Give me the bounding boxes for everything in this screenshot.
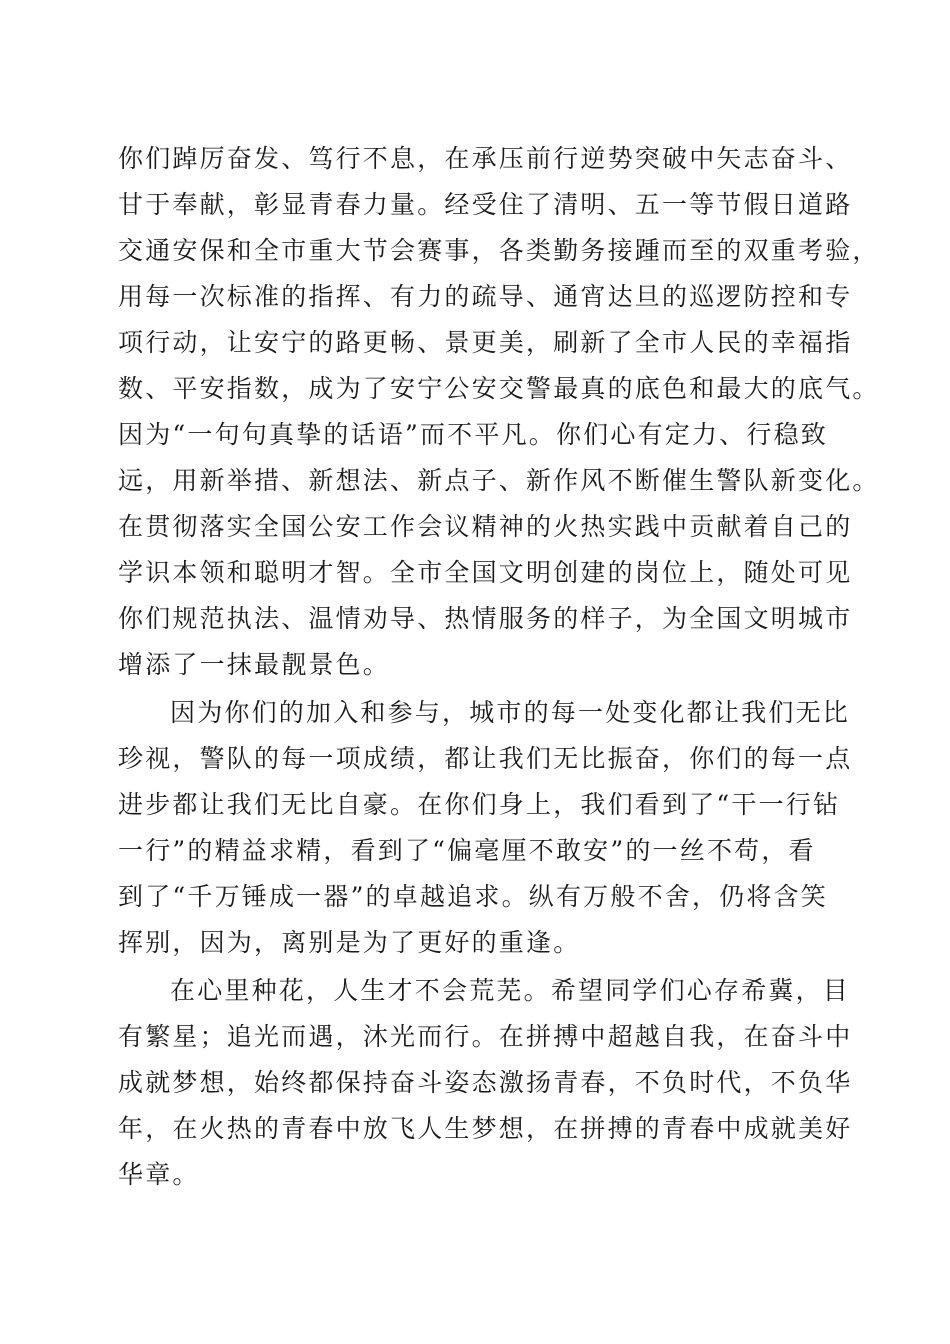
text-line: 因为“一句句真挚的话语”而不平凡。你们心有定力、行稳致 <box>118 420 828 449</box>
text-line: 一行”的精益求精，看到了“偏毫厘不敢安”的一丝不苟，看 <box>118 836 816 865</box>
text-line: 增添了一抹最靓景色。 <box>118 650 391 679</box>
text-line: 你们规范执法、温情劝导、热情服务的样子，为全国文明城市 <box>118 604 853 633</box>
text-line: 在心里种花，人生才不会荒芜。希望同学们心存希冀，目 <box>170 976 851 1005</box>
text-line: 数、平安指数，成为了安宁公安交警最真的底色和最大的底气。 <box>118 374 880 403</box>
text-line: 珍视，警队的每一项成绩，都让我们无比振奋，你们的每一点 <box>118 744 853 773</box>
text-line: 进步都让我们无比自豪。在你们身上，我们看到了“干一行钻 <box>118 790 841 819</box>
text-line: 用每一次标准的指挥、有力的疏导、通宵达旦的巡逻防控和专 <box>118 282 853 311</box>
text-line: 成就梦想，始终都保持奋斗姿态激扬青春，不负时代，不负华 <box>118 1068 853 1097</box>
text-line: 挥别，因为，离别是为了更好的重逢。 <box>118 928 581 957</box>
text-line: 交通安保和全市重大节会赛事，各类勤务接踵而至的双重考验， <box>118 236 880 265</box>
text-line: 到了“千万锤成一器”的卓越追求。纵有万般不舍，仍将含笑 <box>118 882 828 911</box>
text-line: 学识本领和聪明才智。全市全国文明创建的岗位上，随处可见 <box>118 558 853 587</box>
text-line: 因为你们的加入和参与，城市的每一处变化都让我们无比 <box>170 698 851 727</box>
text-line: 你们踔厉奋发、笃行不息，在承压前行逆势突破中矢志奋斗、 <box>118 144 853 173</box>
text-line: 在贯彻落实全国公安工作会议精神的火热实践中贡献着自己的 <box>118 512 853 541</box>
text-line: 有繁星；追光而遇，沐光而行。在拼搏中超越自我，在奋斗中 <box>118 1022 853 1051</box>
text-line: 远，用新举措、新想法、新点子、新作风不断催生警队新变化。 <box>118 466 880 495</box>
text-line: 甘于奉献，彰显青春力量。经受住了清明、五一等节假日道路 <box>118 190 853 219</box>
text-line: 项行动，让安宁的路更畅、景更美，刷新了全市人民的幸福指 <box>118 328 853 357</box>
text-line: 年，在火热的青春中放飞人生梦想，在拼搏的青春中成就美好 <box>118 1114 853 1143</box>
text-line: 华章。 <box>118 1160 200 1189</box>
